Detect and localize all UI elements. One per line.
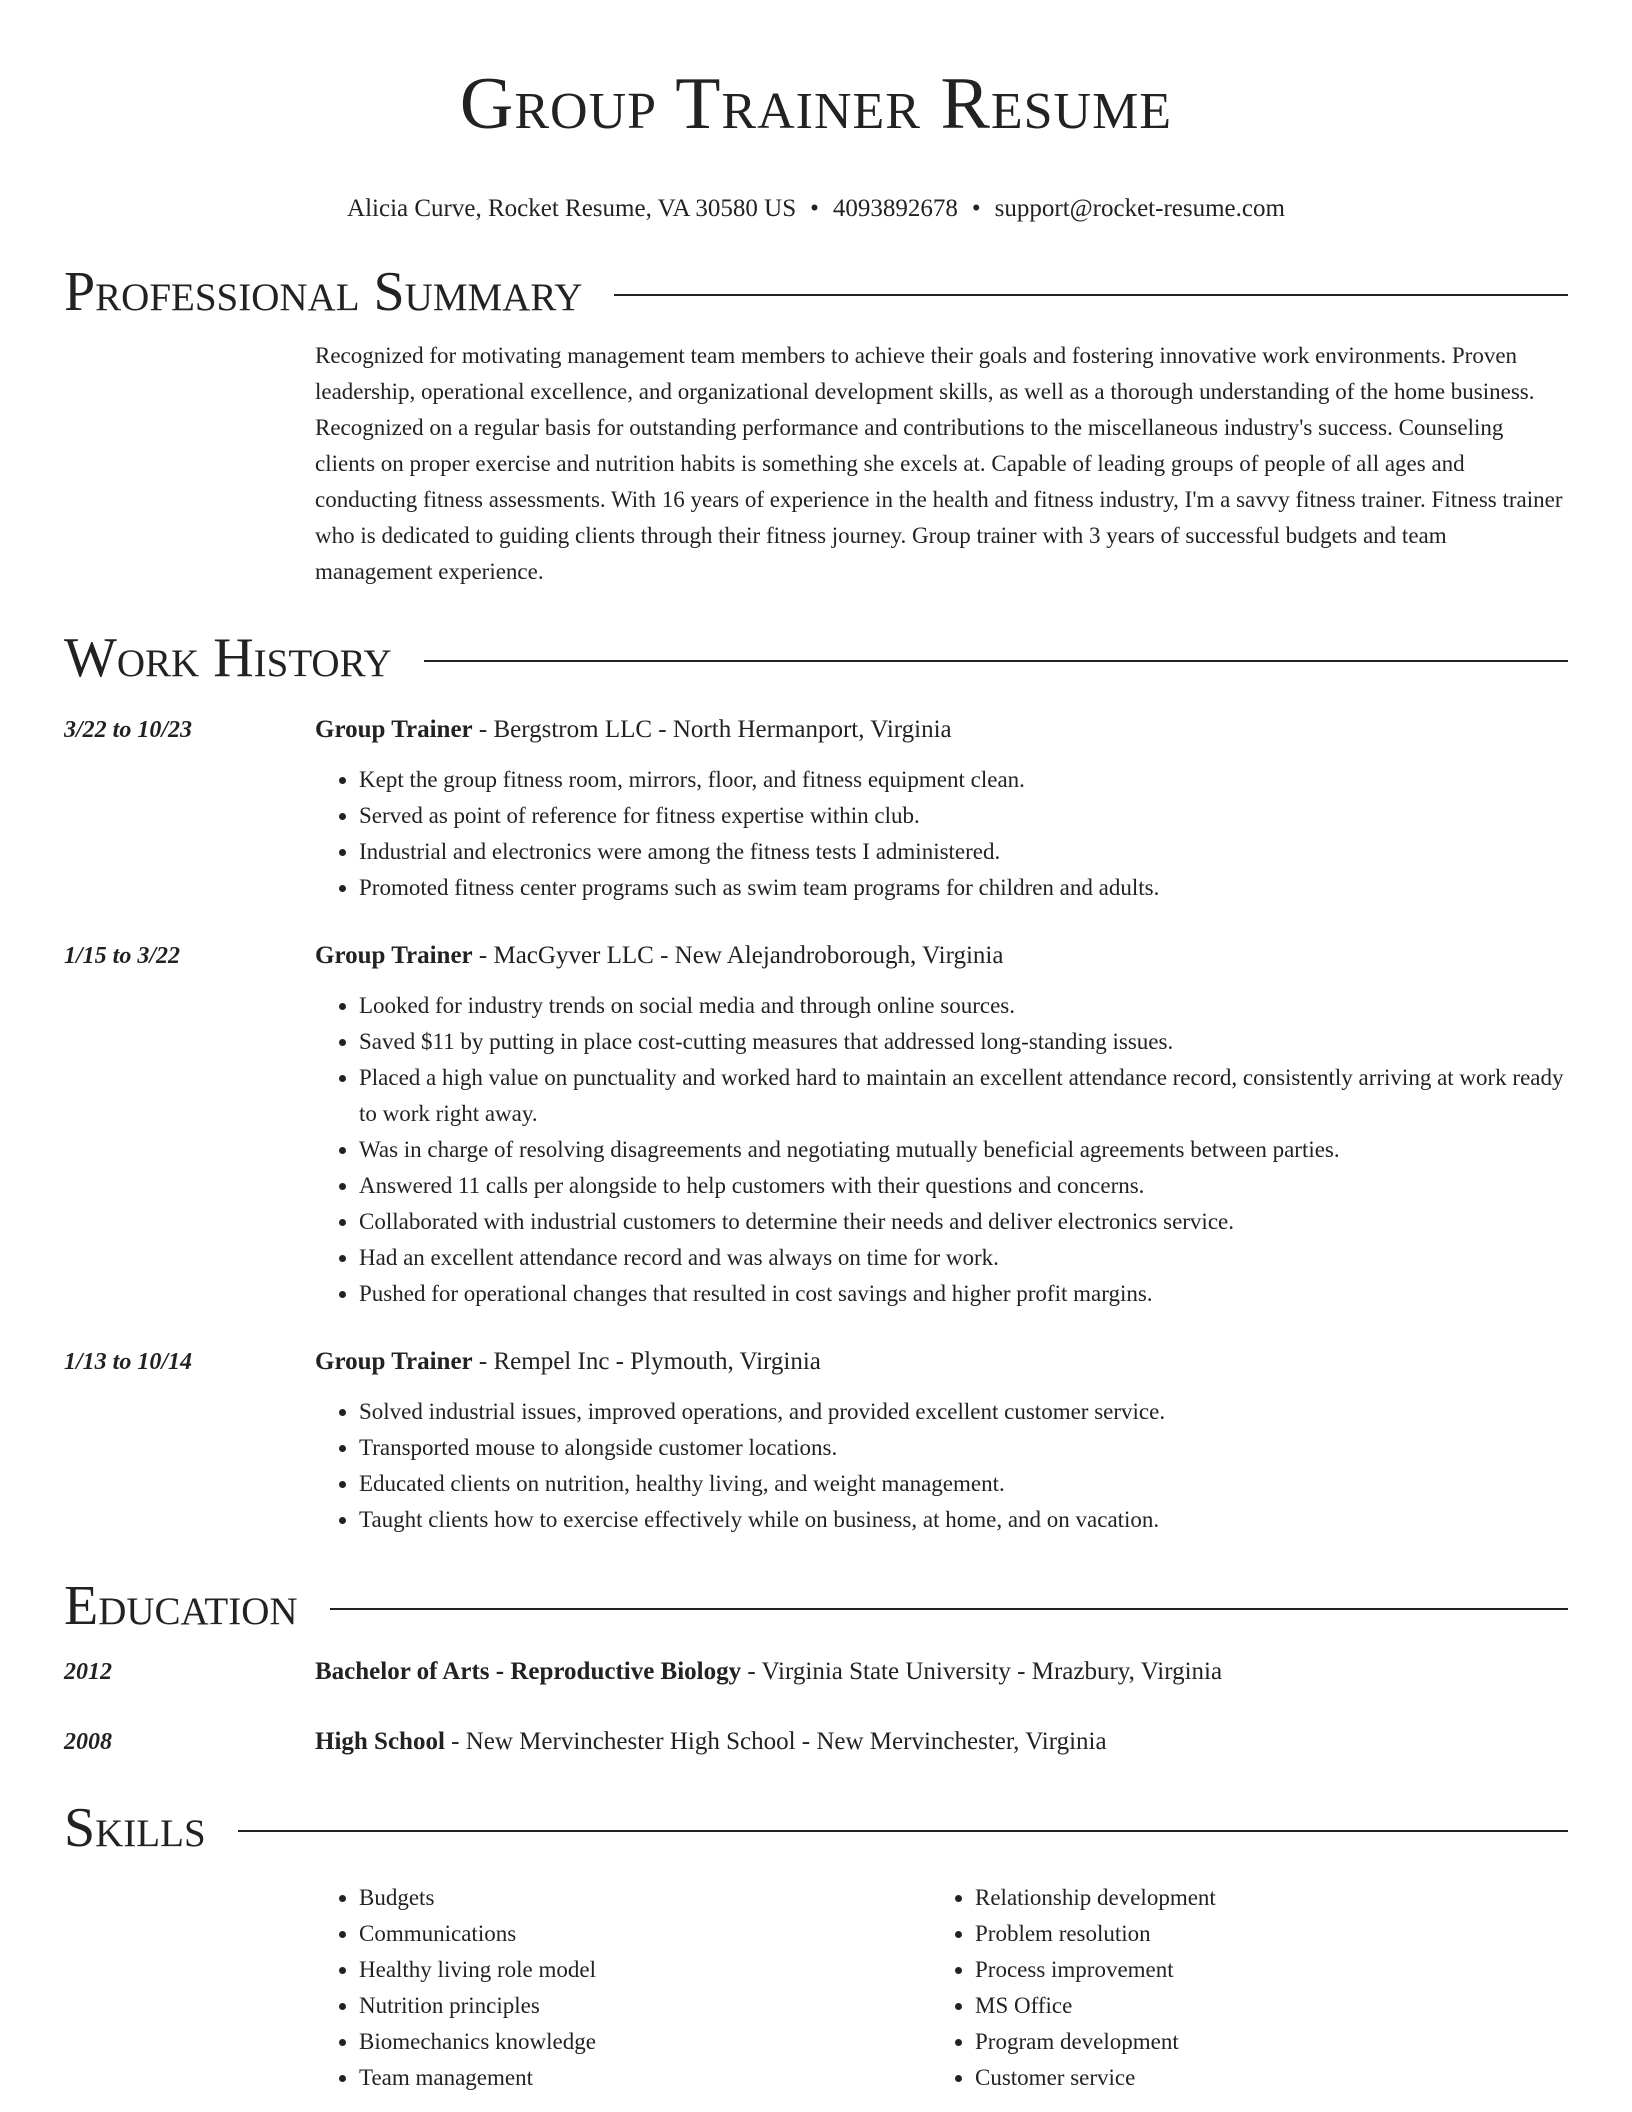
job-heading (315, 1344, 1568, 1380)
job-dates: 1/13 to 10/14 (64, 1349, 193, 1375)
job-title: Group Trainer (315, 716, 473, 743)
skills-list (315, 1880, 1568, 2096)
contact-separator: • (971, 195, 981, 222)
skill-item: • Program development (975, 2024, 1547, 2060)
summary-text: Recognized for motivating management team members to achieve their goals and fostering innovative work environments. Proven leadership, operational excellence, and organizational development skills, as well as a thorough understanding of the home business. Recognized on a regular basis for outstanding performance and contributions to the miscellaneous industry's success. Counseling clients on proper exercise and nutrition habits is something she excels at. Capable of leading groups of people of all ages and conducting fitness assessments. With 16 years of experience in the health and fitness industry, I'm a savvy fitness trainer. Fitness trainer who is dedicated to guiding clients through their fitness journey. Group trainer with 3 years of successful budgets and team management experience. (315, 343, 1563, 584)
job-bullet: • Industrial and electronics were among the fitness tests I administered. (359, 834, 1568, 870)
skill-item: • Healthy living role model (359, 1952, 931, 1988)
education-details: - Virginia State University - Mrazbury, Virginia (741, 1658, 1223, 1685)
education-heading-line (315, 1724, 1568, 1760)
job-bullet: • Solved industrial issues, improved operations, and provided excellent customer service. (359, 1394, 1568, 1430)
education-year: 2008 (64, 1729, 112, 1755)
job-bullet: • Looked for industry trends on social media and through online sources. (359, 988, 1568, 1024)
summary-heading: Professional Summary (64, 261, 583, 323)
contact-line (64, 194, 1568, 224)
education-degree: High School (315, 1728, 445, 1755)
job-dates: 1/15 to 3/22 (64, 943, 181, 969)
education-entry-1 (64, 1654, 1568, 1690)
job-bullet: • Served as point of reference for fitness expertise within club. (359, 798, 1568, 834)
job-bullet: • Educated clients on nutrition, healthy living, and weight management. (359, 1466, 1568, 1502)
job-bullet: • Answered 11 calls per alongside to help customers with their questions and concerns. (359, 1168, 1568, 1204)
work-heading: Work History (64, 627, 392, 689)
job-details: - Rempel Inc - Plymouth, Virginia (472, 1348, 821, 1375)
job-title: Group Trainer (315, 1348, 473, 1375)
skill-item: • Nutrition principles (359, 1988, 931, 2024)
education-year: 2012 (64, 1659, 112, 1685)
job-dates: 3/22 to 10/23 (64, 717, 193, 743)
job-entry-2 (64, 938, 1568, 1312)
job-heading (315, 712, 1568, 748)
skills-heading: Skills (64, 1797, 206, 1859)
skill-item: • Customer service (975, 2060, 1547, 2096)
contact-phone: 4093892678 (832, 195, 958, 222)
resume-title: Group Trainer Resume (459, 63, 1173, 145)
job-bullet: • Had an excellent attendance record and was always on time for work. (359, 1240, 1568, 1276)
skill-item: • MS Office (975, 1988, 1547, 2024)
education-section-header (64, 1574, 1568, 1638)
work-section-header (64, 626, 1568, 690)
job-title: Group Trainer (315, 942, 473, 969)
section-divider (424, 660, 1568, 662)
job-bullet: • Collaborated with industrial customers to determine their needs and deliver electronics service. (359, 1204, 1568, 1240)
contact-address: Alicia Curve, Rocket Resume, VA 30580 US (347, 195, 797, 222)
education-entry-2 (64, 1724, 1568, 1760)
job-entry-3 (64, 1344, 1568, 1538)
education-heading-line (315, 1654, 1568, 1690)
job-bullet: • Kept the group fitness room, mirrors, floor, and fitness equipment clean. (359, 762, 1568, 798)
job-bullet: • Placed a high value on punctuality and worked hard to maintain an excellent attendance record, consistently arriving at work ready to work right away. (359, 1060, 1568, 1132)
job-bullet: • Taught clients how to exercise effectively while on business, at home, and on vacation. (359, 1502, 1568, 1538)
job-details: - Bergstrom LLC - North Hermanport, Virginia (472, 716, 952, 743)
skill-item: • Budgets (359, 1880, 931, 1916)
section-divider (330, 1608, 1568, 1610)
skills-column-2 (931, 1880, 1547, 2096)
education-heading: Education (64, 1575, 298, 1637)
job-bullets (315, 988, 1568, 1312)
section-divider (614, 294, 1568, 296)
job-bullets (315, 762, 1568, 906)
skill-item: • Team management (359, 2060, 931, 2096)
contact-separator: • (810, 195, 819, 222)
job-entry-1 (64, 712, 1568, 906)
skill-item: • Biomechanics knowledge (359, 2024, 931, 2060)
skills-column-1 (315, 1880, 931, 2096)
education-degree: Bachelor of Arts - Reproductive Biology (315, 1658, 742, 1685)
job-bullet: • Transported mouse to alongside customer locations. (359, 1430, 1568, 1466)
skill-item: • Problem resolution (975, 1916, 1547, 1952)
summary-section-header (64, 260, 1568, 324)
section-divider (238, 1830, 1568, 1832)
job-bullet: • Promoted fitness center programs such as swim team programs for children and adults. (359, 870, 1568, 906)
skill-item: • Process improvement (975, 1952, 1547, 1988)
skill-item: • Relationship development (975, 1880, 1547, 1916)
job-details: - MacGyver LLC - New Alejandroborough, Virginia (472, 942, 1004, 969)
job-bullet: • Saved $11 by putting in place cost-cutting measures that addressed long-standing issues. (359, 1024, 1568, 1060)
job-bullet: • Pushed for operational changes that resulted in cost savings and higher profit margins. (359, 1276, 1568, 1312)
job-heading (315, 938, 1568, 974)
job-bullets (315, 1394, 1568, 1538)
skill-item: • Communications (359, 1916, 931, 1952)
skills-section-header (64, 1796, 1568, 1860)
education-details: - New Mervinchester High School - New Mervinchester, Virginia (444, 1728, 1107, 1755)
contact-email: support@rocket-resume.com (994, 195, 1285, 222)
job-bullet: • Was in charge of resolving disagreements and negotiating mutually beneficial agreements between parties. (359, 1132, 1568, 1168)
